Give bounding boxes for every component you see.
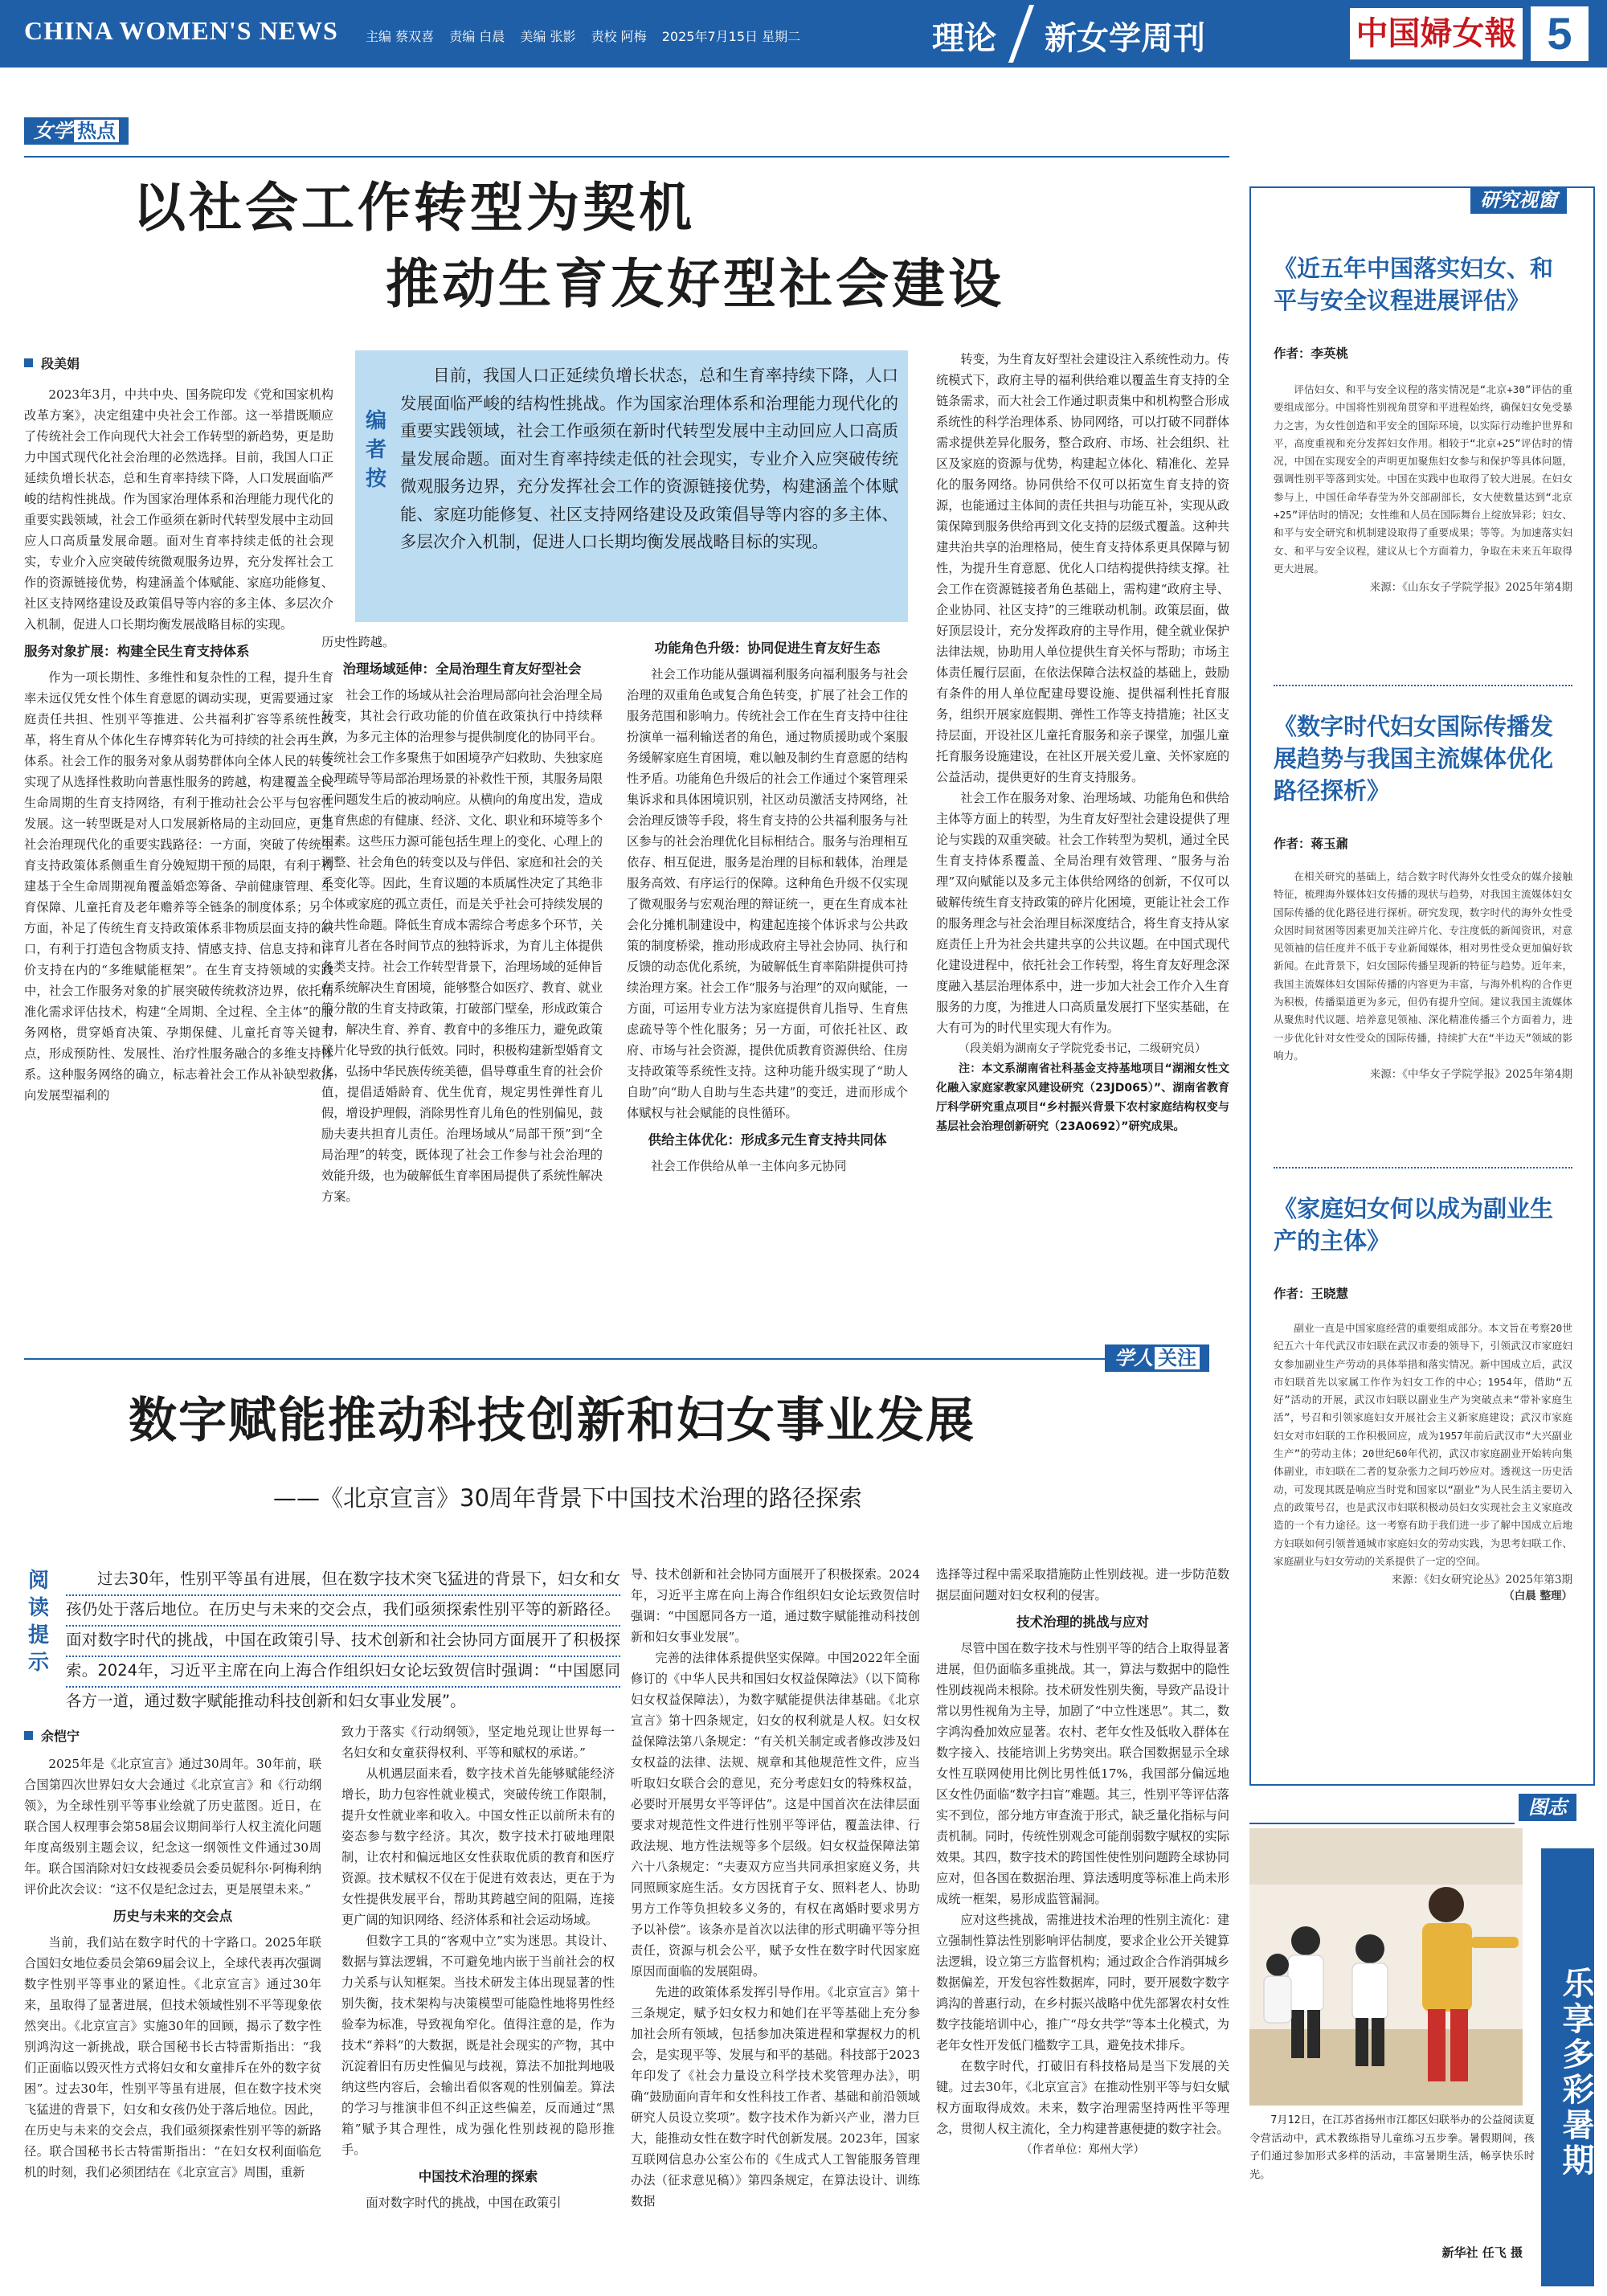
paragraph: 应对这些挑战，需推进技术治理的性别主流化：建立强制性算法性别影响评估制度，要求企业公开关键算法逻辑，设立第三方监督机构；通过政企合作消弭城乡数据偏差，开发包容性数据库，同时，要开展数字数字鸿沟的普惠行动，在乡村振兴战略中优先部署农村女性数字技能培训中心，推广“母女共学”等本土化模式，为老年女性开发低门槛数字工具，避免技术排斥。 bbox=[936, 1913, 1229, 2052]
photo-credit: 新华社 任飞 摄 bbox=[1441, 2245, 1523, 2260]
paragraph: 在数字时代，打破旧有科技格局是当下发展的关键。过去30年，《北京宣言》在推动性别平等与妇女赋权方面取得成效。未来，数字治理需坚持两性平等理念，贯彻人权主流化，全力构建普惠便捷的数字社会。 bbox=[936, 2059, 1229, 2136]
paragraph: 尽管中国在数字技术与性别平等的结合上取得显著进展，但仍面临多重挑战。其一，算法与数据中的隐性性别歧视尚未根除。技术研发性别失衡，导致产品设计常以男性视角为主导，加剧了“中立性迷思”。其二，数字鸿沟叠加效应显著。农村、老年女性及低收入群体在数字接入、技能培训上劣势突出。联合国数据显示全球女性互联网使用比例比男性低17%，我国部分偏远地区女性仍面临“数字扫盲”难题。其三，性别平等评估落实不到位，部分地方审查流于形式，缺乏量化指标与问责机制。同时，传统性别观念可能削弱数字赋权的实际效果。其四，数字技术的跨国性使性别问题跨全球协同应对，但各国在数据治理、算法透明度等标准上尚未形成统一框架，易形成监管漏洞。 bbox=[936, 1641, 1229, 1906]
child-body bbox=[1264, 1976, 1291, 2023]
article1-column-1 bbox=[24, 384, 333, 1286]
paragraph: 社会工作供给从单一主体向多元协同 bbox=[651, 1159, 847, 1173]
sidebar-item-title: 《近五年中国落实妇女、和平与安全议程进展评估》 bbox=[1274, 255, 1554, 314]
paragraph: 先进的政策体系发挥引导作用。《北京宣言》第十三条规定，赋予妇女权力和她们在平等基础上充分参加社会所有领域，包括参加决策进程和掌握权力的机会，是实现平等、发展与和平的基础。科技部于2023年印发了《社会力量设立科学技术奖管理办法》，明确“鼓励面向青年和女性科技工作者、基础和前沿领域研究人员设立奖项”。数字技术作为新兴产业，潜力巨大，能推动女性在数字时代创新发展。2023年，国家互联网信息办公室公布的《生成式人工智能服务管理办法（征求意见稿）》第四条规定，在算法设计、训练数据 bbox=[631, 1985, 920, 2208]
news-photo bbox=[1249, 1828, 1523, 2106]
paragraph: 当前，我们站在数字时代的十字路口。2025年联合国妇女地位委员会第69届会议上，全球代表再次强调数字性别平等事业的紧迫性。《北京宣言》通过30年来，虽取得了显著进展，但技术领域性别不平等现象依然突出。《北京宣言》实施30年的回顾，揭示了数字性别鸿沟这一新挑战，联合国秘书长古特雷斯指出：“我们正面临以毁灭性方式将妇女和女童排斥在外的数字贫困”。过去30年，性别平等虽有进展，但在数字技术突飞猛进的背景下，妇女和女孩仍处于落后地位。因此，在历史与未来的交会点，我们亟须探索性别平等的新路径。联合国秘书长古特雷斯指出：“在妇女权利面临危机的时刻，我们必须团结在《北京宣言》周围，重新 bbox=[24, 1935, 321, 2179]
sidebar-item-author: 作者：李英桃 bbox=[1274, 346, 1349, 361]
paragraph: 社会工作的场域从社会治理局部向社会治理全局转变，其社会行政功能的价值在政策执行中持续释放，为多元主体的治理参与提供制度化的协同平台。传统社会工作多聚焦于如困境孕产妇救助、失独家庭心理疏导等局部治理场景的补救性干预，其服务局限于问题发生后的被动响应。从横向的角度出发，造成生育焦虑的有健康、经济、文化、职业和环境等多个因素。这些压力源可能包括生理上的变化、心理上的调整、社会角色的转变以及与伴侣、家庭和社会的关系变化等。因此，生育议题的本质属性决定了其绝非个体或家庭的孤立责任，而是关乎社会可持续发展的公共性命题。降低生育成本需综合考虑多个环节，关注育儿者在各时间节点的独特诉求，为育儿主体提供各类支持。社会工作转型背景下，治理场域的延伸旨在系统解决生育困境，能够整合如医疗、教育、就业等分散的生育支持政策，打破部门壁垒，形成政策合力，解决生育、养育、教育中的多维压力，避免政策碎片化导致的执行低效。同时，积极构建新型婚育文化，弘扬中华民族传统美德，倡导尊重生育的社会价值，提倡适婚龄育、优生优育，规定男性弹性育儿假，增设护理假，消除男性育儿角色的性别偏见，鼓励夫妻共担育儿责任。治理场域从“局部干预”到“全局治理”的转变，既体现了社会工作参与社会治理的效能升级，也为破解低生育率困局提供了系统性解决方案。 bbox=[321, 688, 603, 1204]
child-leg bbox=[1356, 2018, 1368, 2066]
author-marker bbox=[24, 1731, 33, 1740]
child-body bbox=[1288, 1955, 1323, 2012]
issue-date: 2025年7月15日 星期二 bbox=[661, 29, 801, 44]
paragraph: 但数字工具的“客观中立”实为迷思。其设计、数据与算法逻辑，不可避免地内嵌于当前社会的权力关系与认知框架。当技术研发主体出现显著的性别失衡，技术架构与决策模型可能隐性地将男性经验奉为标准，导致视角窄化。值得注意的是，作为技术“养料”的大数据，既是社会现实的产物，其中沉淀着旧有历史性偏见与歧视，算法不加批判地吸纳这些内容后，会输出看似客观的性别偏差。算法的学习与推演非但不纠正这些偏差，反而通过“黑箱”赋予其合理性，成为强化性别歧视的隐形推手。 bbox=[341, 1934, 615, 2157]
sidebar-item-source: 来源：《中华女子学院学报》2025年第4期 bbox=[1369, 1068, 1572, 1082]
masthead-credits bbox=[366, 27, 812, 45]
subheading: 治理场域延伸：全局治理生育友好型社会 bbox=[342, 661, 582, 677]
article2-subtitle: ——《北京宣言》30周年背景下中国技术治理的路径探索 bbox=[273, 1484, 862, 1512]
hint-rule bbox=[66, 1625, 620, 1627]
paragraph: 社会工作功能从强调福利服务向福利服务与社会治理的双重角色或复合角色转变，扩展了社会工作的服务范围和影响力。传统社会工作在生育支持中往往扮演单一福利输送者的角色，通过物质援助或个案服务缓解家庭生育困境，难以触及制约生育意愿的结构性矛盾。功能角色升级后的社会工作通过个案管理采集诉求和具体困境识别，社区动员激活支持网络，社会治理反馈等手段，将生育支持的公共福利服务与社区参与的社会治理优化目标相结合。服务与治理相互依存、相互促进，服务是治理的目标和载体，治理是服务高效、有序运行的保障。这种角色升级不仅实现了微观服务与宏观治理的辩证统一，更在生育成本社会化分摊机制建设中，构建起连接个体诉求与公共政策的制度桥梁，推动形成政府主导社会协同、执行和反馈的动态优化系统，为破解低生育率陷阱提供可持续治理方案。社会工作“服务与治理”的双向赋能，一方面，可运用专业方法为家庭提供育儿指导、生育焦虑疏导等个性化服务；另一方面，可依托社区、政府、市场与社会资源，提供优质教育资源供给、住房支持政策等系统性支持。这种功能升级实现了“助人自助”向“助人自助与生态共建”的变迁，进而形成个体赋权与社会赋能的良性循环。 bbox=[627, 667, 908, 1120]
article1-column-4 bbox=[936, 349, 1229, 1289]
hint-rule bbox=[66, 1594, 620, 1596]
tag-text: 图志 bbox=[1528, 1796, 1567, 1819]
tag-text: 学人 bbox=[1114, 1347, 1153, 1369]
author-marker bbox=[24, 358, 33, 367]
reading-hint bbox=[24, 1564, 619, 1717]
photo-caption: 7月12日，在江苏省扬州市江都区妇联举办的公益阅读夏令营活动中，武术教练指导儿童练习五步拳。暑假期间，孩子们通过参加形式多样的活动，丰富暑期生活，畅享快乐时光。 bbox=[1249, 2114, 1535, 2181]
sidebar-item-text: 评估妇女、和平与安全议程的落实情况是“北京+30”评估的重要组成部分。中国将性别视角贯穿和平进程始终，确保妇女免受暴力之害，为女性创造和平安全的国际环境，以实际行动维护世界和平，高度重视和充分发挥妇女作用。相较于“北京+25”评估时的情况，中国在实现安全的声明更加聚焦妇女参与和保护等具体问题，强调性别平等落到实处。中国在实践中也取得了较大进展。在妇女参与上，中国任命华春莹为外交部副部长，女大使数量达到“北京+25”评估时的情况；女性维和人员在国际舞台上绽放异彩；妇女、和平与安全研究和机制建设取得了重要成果；等等。为加速落实妇女、和平与安全议程，建议从七个方面着力，争取在未来五年取得更大进展。 bbox=[1274, 383, 1572, 575]
section-theory: 理论 bbox=[932, 20, 996, 57]
credit-editor: 责编 白晨 bbox=[449, 29, 505, 44]
paragraph: 历史性跨越。 bbox=[321, 635, 395, 649]
credit-art-editor: 美编 张影 bbox=[520, 29, 576, 44]
child-leg bbox=[1372, 2018, 1384, 2066]
credit-chief-editor: 主编 蔡双喜 bbox=[366, 29, 435, 44]
paragraph: 转变，为生育友好型社会建设注入系统性动力。传统模式下，政府主导的福利供给难以覆盖生育支持的全链条需求，而大社会工作通过职责集中和机构整合形成系统性的科学治理体系、协同网络，可以打破不同群体需求提供差异化服务，整合政府、市场、社会组织、社区及家庭的资源与优势，构建起立体化、精准化、差异化的服务网络。协同供给不仅可以拓宽生育支持的资源，也能通过主体间的责任共担与功能互补，实现从政策保障到服务供给再到文化支持的层级式覆盖。这种共建共治共享的治理格局，使生育支持体系更具保障与韧性，为提升生育意愿、优化人口结构提供持续支撑。社会工作在资源链接者角色基础上，需构建“政府主导、企业协同、社区支持”的三维联动机制。政策层面，做好顶层设计，充分发挥政府的主导作用，健全就业保护法律法规，协助用人单位提供生育关怀与帮助；市场主体责任履行层面，在依法保障合法权益的基础上，鼓励有条件的用人单位配建母婴设施、提供福利性托育服务，组织开展家庭假期、弹性工作等支持措施；社区支持层面，开设社区儿童托育服务和亲子课堂，加强儿童托育服务设施建设，在社区开展关爱儿童、关怀家庭的公益活动，提供更好的生育支持服务。 bbox=[936, 352, 1229, 784]
photo-rule bbox=[1249, 1823, 1515, 1824]
child-head bbox=[1356, 1934, 1384, 1963]
paragraph: 导、技术创新和社会协同方面展开了积极探索。2024年，习近平主席在向上海合作组织妇女论坛致贺信时强调：“中国愿同各方一道，通过数字赋能推动科技创新和妇女事业发展”。 bbox=[631, 1567, 920, 1644]
article2-tag bbox=[1105, 1344, 1209, 1372]
article2-column-2 bbox=[341, 1721, 615, 2284]
article1-tag bbox=[24, 117, 129, 145]
hint-rule bbox=[66, 1655, 620, 1657]
article2-author-name: 余恺宁 bbox=[41, 1729, 80, 1744]
paragraph: 2023年3月，中共中央、国务院印发《党和国家机构改革方案》，决定组建中央社会工作部。这一举措既顺应了传统社会工作向现代大社会工作转型的新趋势，更是助力中国式现代化社会治理的必然选择。目前，我国人口正延续负增长状态，总和生育率持续下降，人口发展面临严峻的结构性挑战。作为国家治理体系和治理能力现代化的重要实践领域，社会工作亟须在新时代转型发展中主动回应人口高质量发展命题。面对生育率持续走低的社会现实，专业介入应突破传统微观服务边界，充分发挥社会工作的资源链接优势，构建涵盖个体赋能、家庭功能修复、社区支持网络建设及政策倡导等内容的多主体、多层次介入机制，促进人口长期均衡发展战略目标的实现。 bbox=[24, 387, 333, 632]
article2-column-3 bbox=[631, 1564, 920, 2284]
sidebar-item-title: 《家庭妇女何以成为副业生产的主体》 bbox=[1274, 1195, 1554, 1254]
subheading: 供给主体优化：形成多元生育支持共同体 bbox=[648, 1132, 887, 1148]
article2-title: 数字赋能推动科技创新和妇女事业发展 bbox=[129, 1393, 975, 1449]
coach-arm bbox=[1470, 1937, 1519, 1948]
tag-text: 研究视窗 bbox=[1480, 189, 1557, 211]
paragraph: 社会工作在服务对象、治理场域、功能角色和供给主体等方面上的转型，为生育友好型社会建设提供了理论与实践的双重突破。社会工作转型为契机，通过全民生育支持体系覆盖、全局治理有效管理、“服务与治理”双向赋能以及多元主体供给网络的创新，不仅可以破解传统生育支持政策的碎片化困境，更能让社会工作的服务理念与社会治理目标深度结合，将生育支持从家庭责任上升为社会共建共享的公共议题。在中国式现代化建设进程中，依托社会工作转型，将生育友好理念深度融入基层治理体系中，进一步加大社会工作介入生育服务的力度，为推进人口高质量发展打下坚实基础，在大有可为的时代里实现大有作为。 bbox=[936, 791, 1229, 1035]
article2-author bbox=[24, 1726, 80, 1745]
subheading: 中国技术治理的探索 bbox=[418, 2169, 538, 2184]
paragraph: 面对数字时代的挑战，中国在政策引 bbox=[366, 2196, 562, 2210]
article2-rule bbox=[24, 1358, 1121, 1360]
subheading: 技术治理的挑战与应对 bbox=[1016, 1615, 1149, 1630]
coach-leg bbox=[1450, 2009, 1468, 2081]
child-head bbox=[1266, 1954, 1289, 1976]
paragraph: 作为一项长期性、多维性和复杂性的工程，提升生育率未远仅凭女性个体生育意愿的调动实现，更需要通过家庭责任共担、性别平等推进、公共福利扩容等系统性改革，将生育从个体化生存博弈转化为可持续的社会再生产体系。社会工作的服务对象从弱势群体向全体人民的转变实现了从选择性救助向普惠性服务的跨越，构建覆盖全民生命周期的生育支持网络，有利于推动社会公平与包容性发展。这一转型既是对人口发展新格局的主动回应，更是社会治理现代化的重要实践路径：一方面，突破了传统生育支持政策体系侧重生育分娩短期干预的局限，有利于构建基于全生命周期视角覆盖婚恋筹备、孕前健康管理、生育保障、儿童托育及老年赡养等全链条的制度体系；另一方面，补足了传统生育支持政策体系非物质层面支持的缺口，有利于打造包含物质支持、情感支持、信息支持和评价支持在内的“多维赋能框架”。在生育支持领域的实践中，社会工作服务对象的扩展突破传统救济边界，依托精准化需求评估技术，构建“全周期、全过程、全主体”的服务网格，贯穿婚育决策、孕期保健、儿童托育等关键节点，形成预防性、发展性、治疗性服务融合的多维支持体系。这种服务网络的确立，标志着社会工作从补缺型救济向发展型福利的 bbox=[24, 670, 333, 1103]
paragraph: 选择等过程中需采取措施防止性别歧视。进一步防范数据层面问题对妇女权利的侵害。 bbox=[936, 1567, 1229, 1602]
paper-name: CHINA WOMEN'S NEWS bbox=[24, 16, 338, 45]
paragraph: 2025年是《北京宣言》通过30周年。30年前，联合国第四次世界妇女大会通过《北京宣言》和《行动纲领》，为全球性别平等事业绘就了历史蓝图。近日，在联合国人权理事会第58届会议期间举行人权主流化问题年度高级别主题会议，纪念这一纲领性文件通过30周年。联合国消除对妇女歧视委员会委员妮科尔·阿梅利纳评价此次会议：“这不仅是纪念过去，更是展望未来。” bbox=[24, 1757, 321, 1897]
article1-author-name: 段美娟 bbox=[41, 356, 80, 371]
sidebar-divider bbox=[1274, 685, 1572, 686]
sidebar-item-2 bbox=[1274, 710, 1572, 1081]
photo-illustration bbox=[1249, 1828, 1523, 2106]
child-head bbox=[1291, 1926, 1320, 1955]
sidebar-item-title: 《数字时代妇女国际传播发展趋势与我国主流媒体优化路径探析》 bbox=[1274, 713, 1554, 804]
photo-ribbon-title: 乐享多彩暑期 bbox=[1541, 1848, 1594, 2286]
sidebar-item-text: 在相关研究的基础上，结合数字时代海外女性受众的媒介接触特征，梳理海外媒体妇女传播的现状与趋势，对我国主流媒体妇女国际传播的优化路径进行探析。研究发现，数字时代的海外女性受众因时间贫困等因素更加关注碎片化、专注度低的新闻资讯，对意见领袖的信任度并不低于专业新闻媒体，相对男性受众更加偏好软新闻。在此背景下，妇女国际传播呈现新的特征与趋势。近年来，我国主流媒体妇女国际传播的内容更为丰富，与海外机构的合作更为积极，传播渠道更为多元，但仍有提升空间。建议我国主流媒体从聚焦时代议题、培养意见领袖、深化精准传播三个方面着力，进一步优化针对女性受众的国际传播，持续扩大在“半边天”领域的影响力。 bbox=[1274, 870, 1572, 1062]
tag-text: 女学 bbox=[34, 120, 72, 142]
section-weekly: 新女学周刊 bbox=[1045, 20, 1205, 57]
sidebar-divider bbox=[1274, 1167, 1572, 1168]
editor-note bbox=[355, 350, 908, 622]
sidebar-item-author: 作者：蒋玉鼐 bbox=[1274, 837, 1349, 851]
research-sidebar bbox=[1249, 186, 1595, 1786]
fund-note: 注：本文系湖南省社科基金支持基地项目“湖湘女性文化融入家庭家教家风建设研究（23JD065）”、湖南省教育厅科学研究重点项目“乡村振兴背景下农村家庭结构权变与基层社会治理创新研究（23A0692）”研究成果。 bbox=[936, 1062, 1229, 1133]
sidebar-item-author: 作者：王晓慧 bbox=[1274, 1287, 1349, 1301]
article1-title-line1: 以社会工作转型为契机 bbox=[133, 176, 695, 239]
tag-em: 关注 bbox=[1155, 1347, 1200, 1369]
section-banner bbox=[932, 10, 1318, 58]
article1-column-3 bbox=[627, 632, 908, 1287]
sidebar-item-3 bbox=[1274, 1193, 1572, 1602]
masthead bbox=[0, 0, 1607, 68]
sidebar-item-1 bbox=[1274, 252, 1572, 594]
coach-body bbox=[1422, 1923, 1472, 2012]
author-note: （段美娟为湖南女子学院党委书记，二级研究员） bbox=[959, 1042, 1206, 1055]
sidebar-editor: （白晨 整理） bbox=[1503, 1590, 1572, 1603]
tag-em: 热点 bbox=[74, 120, 119, 142]
reading-hint-label: 阅读提示 bbox=[27, 1569, 49, 1675]
subheading: 服务对象扩展：构建全民生育支持体系 bbox=[24, 644, 250, 659]
coach-head bbox=[1429, 1887, 1464, 1922]
hint-rule bbox=[66, 1686, 620, 1688]
newspaper-logo: 中国婦女報 bbox=[1350, 8, 1523, 59]
child-leg bbox=[1307, 2010, 1320, 2058]
reading-hint-text: 过去30年，性别平等虽有进展，但在数字技术突飞猛进的背景下，妇女和女孩仍处于落后地位。在历史与未来的交会点，我们亟须探索性别平等的新路径。面对数字时代的挑战，中国在政策引导、技术创新和社会协同方面展开了积极探索。2024年，习近平主席在向上海合作组织妇女论坛致贺信时强调：“中国愿同各方一道，通过数字赋能推动科技创新和妇女事业发展”。 bbox=[66, 1570, 620, 1710]
photo-tag bbox=[1519, 1794, 1576, 1821]
section-divider bbox=[1008, 5, 1034, 63]
sidebar-item-source: 来源：《山东女子学院学报》2025年第4期 bbox=[1369, 581, 1572, 595]
article1-column-2 bbox=[321, 632, 603, 1287]
paragraph: 从机遇层面来看，数字技术首先能够赋能经济增长，助力包容性就业模式，突破传统工作限制，提升女性就业率和收入。中国女性正以前所未有的姿态参与数字经济。其次，数字技术打破地理限制，让农村和偏远地区女性获取优质的教育和医疗资源。技术赋权不仅在于促进有效表达，更在于为女性提供发展平台，帮助其跨越空间的阻隔，连接更广阔的知识网络、经济体系和社会运动场域。 bbox=[341, 1766, 615, 1927]
paragraph: 完善的法律体系提供坚实保障。中国2022年全面修订的《中华人民共和国妇女权益保障法》（以下简称妇女权益保障法），为数字赋能提供法律基础。《北京宣言》第十四条规定，妇女的权利就是人权。妇女权益保障法第八条规定：“有关机关制定或者修改涉及妇女权益的法律、法规、规章和其他规范性文件，应当听取妇女联合会的意见，充分考虑妇女的特殊权益，必要时开展男女平等评估”。这是中国首次在法律层面要求对规范性文件进行性别平等评估，覆盖法律、行政法规、地方性法规等多个层级。妇女权益保障法第六十八条规定：“夫妻双方应当共同承担家庭义务，共同照顾家庭生活。女方因抚育子女、照料老人、协助男方工作等负担较多义务的，有权在离婚时要求男方予以补偿”。该条亦是首次以法律的形式明确平等分担责任，资源与机会公平，赋予女性在数字时代因家庭原因而面临的发展阻碍。 bbox=[631, 1651, 920, 1979]
article1-author bbox=[24, 354, 80, 372]
article1-title-line2: 推动生育友好型社会建设 bbox=[386, 252, 1004, 315]
photo-floor bbox=[1249, 2029, 1523, 2106]
sidebar-item-text: 副业一直是中国家庭经营的重要组成部分。本文旨在考察20世纪五六十年代武汉市妇联在武汉市委的领导下，引领武汉市家庭妇女参加副业生产劳动的具体举措和落实情况。新中国成立后，武汉市妇联首先以家属工作作为妇女工作的中心；1954年，借助“五好”活动的开展，武汉市妇联以副业生产为突破点来“带补家庭生活”，号召和引领家庭妇女开展社会主义新家庭建设；武汉市家庭妇女对市妇联的工作积极回应，成为1957年前后武汉市“大兴副业生产”的劳动主体；20世纪60年代初，武汉市家庭副业开始转向集体副业，市妇联在二者的复杂张力之间巧妙应对。透视这一历史活动，可发现其既是响应当时党和国家以“副业”为人民生活主要切入点的政策号召，也是武汉市妇联积极动员妇女实现社会主义家庭改造的一个有力途径。这一考察有助于我们进一步了解中国成立后地方妇联如何引领普通城市家庭妇女的劳动实践，为思考妇联工作、家庭副业与妇女劳动的关系提供了一定的空间。 bbox=[1274, 1322, 1572, 1567]
paragraph: 致力于落实《行动纲领》，坚定地兑现让世界每一名妇女和女童获得权利、平等和赋权的承诺。” bbox=[341, 1725, 615, 1760]
article2-column-4 bbox=[936, 1564, 1229, 2284]
editor-note-label: 编者按 bbox=[365, 409, 386, 491]
child-leg bbox=[1291, 2010, 1304, 2058]
author-note: （作者单位：郑州大学） bbox=[1020, 2143, 1145, 2156]
photo-wall bbox=[1249, 1828, 1523, 1885]
article1-rule bbox=[24, 156, 1229, 158]
page-number: 5 bbox=[1531, 6, 1589, 61]
subheading: 功能角色升级：协同促进生育友好生态 bbox=[654, 641, 881, 656]
sidebar-item-source: 来源：《妇女研究论丛》2025年第3期 bbox=[1391, 1574, 1572, 1587]
editor-note-text: 目前，我国人口正延续负增长状态，总和生育率持续下降，人口发展面临严峻的结构性挑战。作为国家治理体系和治理能力现代化的重要实践领域，社会工作亟须在新时代转型发展中主动回应人口高质量发展命题。面对生育率持续走低的社会现实，专业介入应突破传统微观服务边界，充分发挥社会工作的资源链接优势，构建涵盖个体赋能、家庭功能修复、社区支持网络建设及政策倡导等内容的多主体、多层次介入机制，促进人口长期均衡发展战略目标的实现。 bbox=[400, 366, 898, 551]
child-body bbox=[1352, 1963, 1388, 2020]
coach-leg bbox=[1428, 2009, 1445, 2081]
credit-proofreader: 责校 阿梅 bbox=[591, 29, 647, 44]
subheading: 历史与未来的交会点 bbox=[112, 1909, 233, 1924]
article2-column-1 bbox=[24, 1754, 321, 2284]
